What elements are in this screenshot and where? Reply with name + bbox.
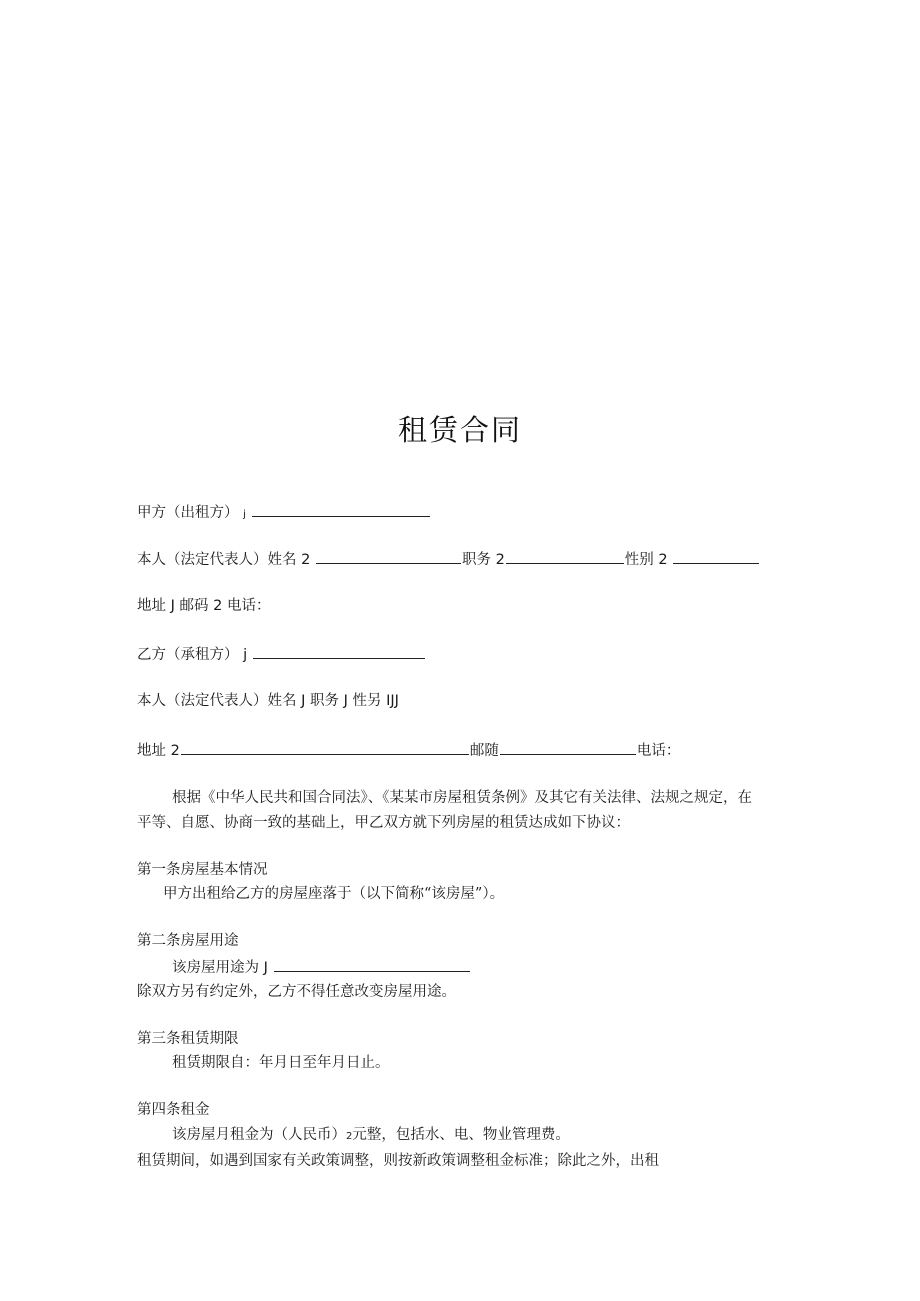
party-a-address-line bbox=[137, 596, 270, 616]
party-b-rep-mark1: J bbox=[301, 693, 306, 709]
party-b-rep-mark2: J bbox=[343, 693, 348, 709]
document-title: 租赁合同 bbox=[397, 413, 522, 447]
party-a-address-mark1: J bbox=[170, 598, 175, 614]
party-b-rep-line bbox=[137, 691, 399, 711]
party-b-rep-mark3: IJJ bbox=[386, 693, 399, 709]
article-4-heading: 第四条租金 bbox=[137, 1102, 210, 1118]
party-a-label: 甲方（出租方） bbox=[137, 505, 239, 521]
party-b-line bbox=[137, 644, 426, 665]
party-b-gender-label: 性另 bbox=[352, 693, 382, 709]
party-a-address-mark2: 2 bbox=[213, 598, 223, 614]
party-a-postcode-label: 邮码 bbox=[179, 598, 209, 614]
article-2-body-2: 除双方另有约定外，乙方不得任意改变房屋用途。 bbox=[137, 984, 456, 1000]
article-4-body-2: 租赁期间，如遇到国家有关政策调整，则按新政策调整租金标准；除此之外，出租 bbox=[137, 1153, 659, 1169]
party-b-blank[interactable] bbox=[253, 644, 425, 659]
party-a-rep-mark1: 2 bbox=[301, 552, 311, 568]
party-b-postcode-blank[interactable] bbox=[500, 740, 636, 755]
party-b-address-label: 地址 bbox=[137, 743, 166, 759]
party-a-phone-label: 电话： bbox=[226, 598, 271, 614]
party-a-rep-mark3: 2 bbox=[658, 552, 668, 568]
article-2-heading: 第二条房屋用途 bbox=[137, 933, 239, 949]
article-1-heading: 第一条房屋基本情况 bbox=[137, 862, 268, 878]
article-2-body-label: 该房屋用途为 bbox=[172, 960, 259, 976]
party-a-gender-blank[interactable] bbox=[673, 549, 759, 564]
party-a-rep-line bbox=[137, 549, 760, 570]
article-1-body: 甲方出租给乙方的房屋座落于（以下简称“该房屋”）。 bbox=[163, 886, 505, 902]
party-a-gender-label: 性别 bbox=[624, 552, 654, 568]
party-a-position-label: 职务 bbox=[461, 552, 491, 568]
article-2-body-line bbox=[172, 957, 471, 978]
party-a-rep-label: 本人（法定代表人）姓名 bbox=[137, 552, 297, 568]
article-4-body-line bbox=[172, 1125, 570, 1147]
house-use-blank[interactable] bbox=[274, 957, 470, 972]
party-b-rep-label: 本人（法定代表人）姓名 bbox=[137, 693, 297, 709]
party-a-name-blank[interactable] bbox=[316, 549, 461, 564]
party-a-position-blank[interactable] bbox=[506, 549, 624, 564]
party-a-blank[interactable] bbox=[252, 502, 430, 517]
article-4-body-suffix: 元整，包括水、电、物业管理费。 bbox=[352, 1127, 570, 1143]
preamble-line-2: 平等、自愿、协商一致的基础上，甲乙双方就下列房屋的租赁达成如下协议： bbox=[137, 815, 630, 831]
article-4-body-mark: 2 bbox=[346, 1131, 353, 1142]
article-3-body: 租赁期限自：年月日至年月日止。 bbox=[172, 1055, 390, 1071]
party-b-address-mark1: 2 bbox=[170, 743, 180, 759]
party-b-postcode-label: 邮随 bbox=[469, 743, 499, 759]
party-b-address-line bbox=[137, 740, 680, 761]
party-b-mark: j bbox=[243, 647, 248, 663]
party-a-line bbox=[137, 502, 431, 525]
party-a-mark: j bbox=[243, 509, 246, 520]
party-b-position-label: 职务 bbox=[310, 693, 339, 709]
party-b-label: 乙方（承租方） bbox=[137, 647, 239, 663]
article-2-body-mark: J bbox=[263, 960, 268, 976]
article-3-heading: 第三条租赁期限 bbox=[137, 1031, 239, 1047]
party-a-address-label: 地址 bbox=[137, 598, 166, 614]
article-4-body-prefix: 该房屋月租金为（人民币） bbox=[172, 1127, 346, 1143]
party-b-phone-label: 电话： bbox=[636, 743, 681, 759]
preamble-line-1: 根据《中华人民共和国合同法》、《某某市房屋租赁条例》及其它有关法律、法规之规定，在 bbox=[172, 790, 752, 806]
party-b-address-blank[interactable] bbox=[181, 740, 469, 755]
party-a-rep-mark2: 2 bbox=[495, 552, 505, 568]
